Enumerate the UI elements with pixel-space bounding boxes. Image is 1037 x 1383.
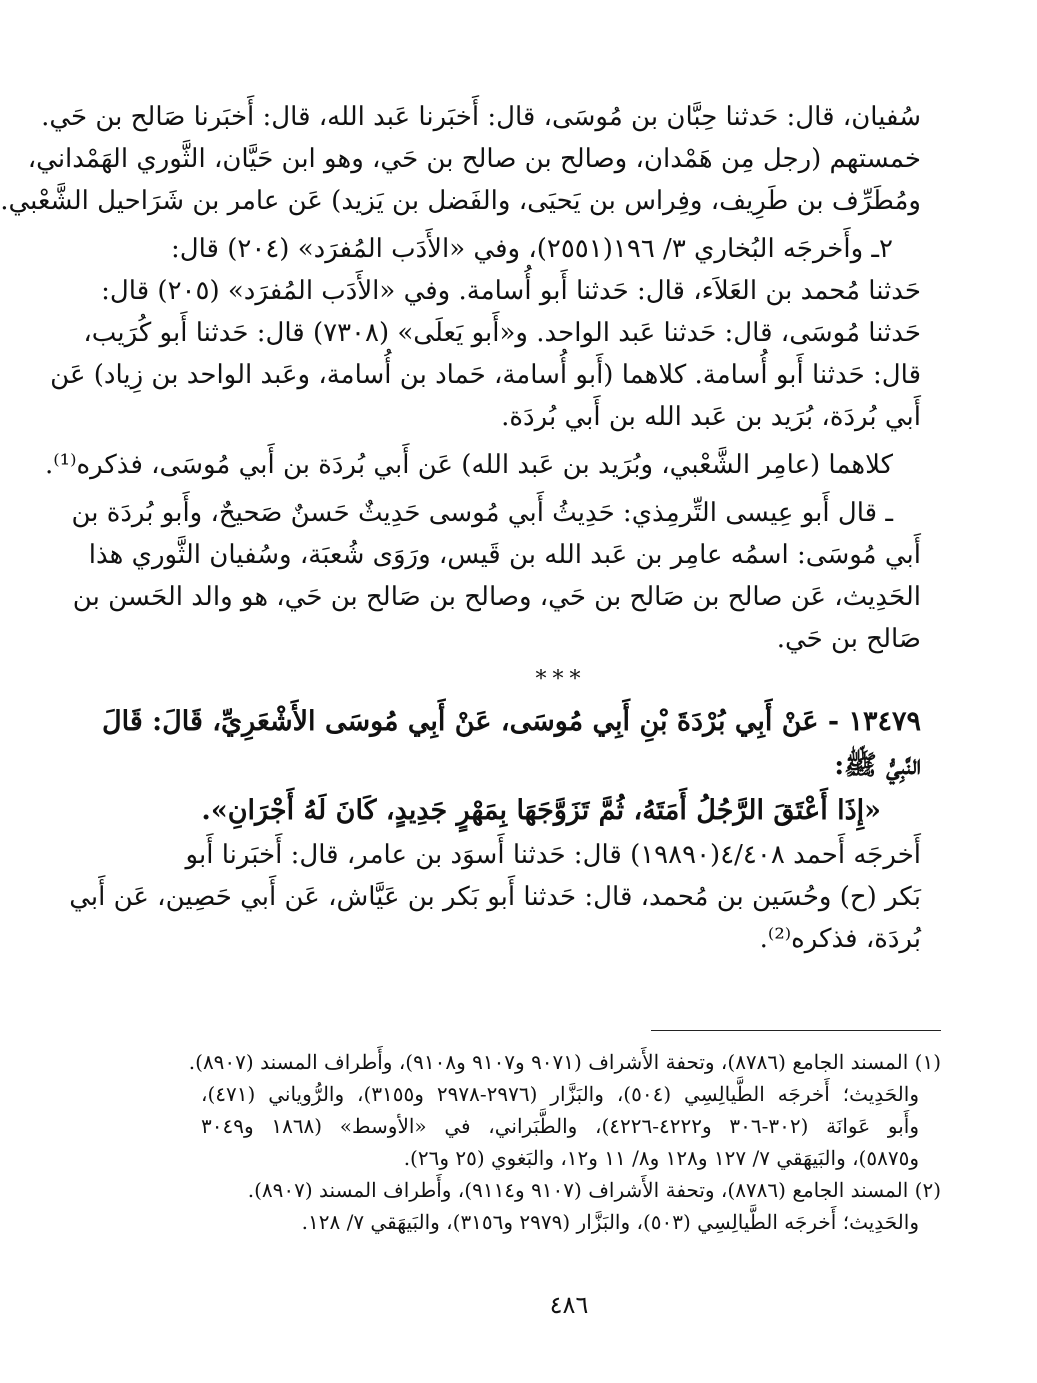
footnote-line: وأَبو عَوانَة (٣٠٢-٣٠٦ و٤٢٢٢-٤٢٢٦)، والطَّبَراني، في «الأوسط» (١٨٦٨ و٣٠٤٩	[201, 1114, 919, 1138]
section-separator: ***	[535, 667, 587, 692]
hadith-heading: النَّبِيُّ ﷺ:	[834, 750, 921, 781]
footnote-line: والحَدِيث؛ أَخرجَه الطَّيالِسِي (٥٠٣)، والبَزَّار (٢٩٧٩ و٣١٥٦)، والبَيهَقي ٧/ ١٢٨.	[301, 1210, 919, 1234]
footnote-line: والحَدِيث؛ أَخرجَه الطَّيالِسِي (٥٠٤)، والبَزَّار (٢٩٧٦-٢٩٧٨ و٣١٥٥)، والرُّوياني (٤٧١)،	[201, 1082, 919, 1106]
text-line: ٢ـ وأَخرجَه البُخاري ٣/ ١٩٦(٢٥٥١)، وفي «الأَدَب المُفرَد» (٢٠٤) قال:	[170, 234, 893, 264]
takhrij-line: أَخرجَه أَحمد ٤/٤٠٨(١٩٨٩٠) قال: حَدثنا أَسوَد بن عامر، قال: أَخبَرنا أَبو	[185, 840, 921, 870]
footnotes	[188, 1046, 941, 1238]
text-line: كلاهما (عامِر الشَّعْبي، وبُرَيد بن عَبد الله) عَن أَبي بُردَة بن أَبي مُوسَى، فذكره⁽¹⁾.	[44, 450, 893, 480]
takhrij-line: بُردَة، فذكره⁽²⁾.	[759, 924, 921, 954]
takhrij-line: بَكر (ح) وحُسَين بن مُحمد، قال: حَدثنا أَبو بَكر بن عَيَّاش، عَن أَبي حَصِين، عَن أَبي	[69, 882, 921, 912]
text-line: سُفيان، قال: حَدثنا حِبَّان بن مُوسَى، قال: أَخبَرنا عَبد الله، قال: أَخبَرنا صَالح بن حَي.	[41, 102, 921, 132]
hadith-heading: ١٣٤٧٩ - عَنْ أَبِي بُرْدَةَ بْنِ أَبِي مُوسَى، عَنْ أَبِي مُوسَى الأَشْعَرِيِّ، قَالَ: قَالَ	[101, 706, 921, 737]
footnote-line: و٥٨٧٥)، والبَيهَقي ٧/ ١٢٧ و١٢٨ و٨/ ١١ و١٢، والبَغوي (٢٥ و٢٦).	[403, 1146, 919, 1170]
hadith-matn: «إِذَا أَعْتَقَ الرَّجُلُ أَمَتَهُ، ثُمَّ تَزَوَّجَهَا بِمَهْرٍ جَدِيدٍ، كَانَ لَهُ أَجْرَانِ».	[201, 795, 881, 826]
text-line: صَالح بن حَي.	[776, 624, 921, 654]
text-line: خمستهم (رجل مِن هَمْدان، وصالح بن صالح بن حَي، وهو ابن حَيَّان، الثَّوري الهَمْداني،	[27, 144, 921, 174]
text-line: حَدثنا مُحمد بن العَلاَء، قال: حَدثنا أَبو أُسامة. وفي «الأَدَب المُفرَد» (٢٠٥) قال:	[101, 276, 921, 306]
text-line: أَبي بُردَة، بُرَيد بن عَبد الله بن أَبي بُردَة.	[501, 402, 921, 432]
main-text	[0, 96, 921, 960]
footnote-line: (١) المسند الجامع (٨٧٨٦)، وتحفة الأَشراف (٩٠٧١ و٩١٠٧ و٩١٠٨)، وأَطراف المسند (٨٩٠٧).	[188, 1050, 941, 1074]
text-line: أَبي مُوسَى: اسمُه عامِر بن عَبد الله بن قَيس، ورَوَى شُعبَة، وسُفيان الثَّوري هذا	[88, 540, 921, 570]
footnote-line: (٢) المسند الجامع (٨٧٨٦)، وتحفة الأَشراف (٩١٠٧ و٩١١٤)، وأَطراف المسند (٨٩٠٧).	[247, 1178, 941, 1202]
text-line: ـ قال أَبو عِيسى التِّرمِذي: حَدِيثُ أَبي مُوسى حَدِيثٌ حَسنٌ صَحيحٌ، وأَبو بُردَة بن	[71, 498, 893, 528]
text-line: حَدثنا مُوسَى، قال: حَدثنا عَبد الواحد. و«أَبو يَعلَى» (٧٣٠٨) قال: حَدثنا أَبو كُرَيب،	[83, 318, 921, 348]
text-line: قال: حَدثنا أَبو أُسامة. كلاهما (أَبو أُسامة، حَماد بن أُسامة، وعَبد الواحد بن زِياد) عَن	[50, 360, 921, 390]
text-line: الحَدِيث، عَن صالح بن صَالح بن حَي، وصالح بن صَالح بن حَي، هو والد الحَسن بن	[72, 582, 921, 612]
footnote-divider	[651, 1030, 941, 1031]
text-line: ومُطَرِّف بن طَرِيف، وفِراس بن يَحيَى، والفَضل بن يَزيد) عَن عامر بن شَرَاحيل الشَّعْبي.	[0, 186, 921, 216]
page-number: ٤٨٦	[549, 1291, 589, 1319]
